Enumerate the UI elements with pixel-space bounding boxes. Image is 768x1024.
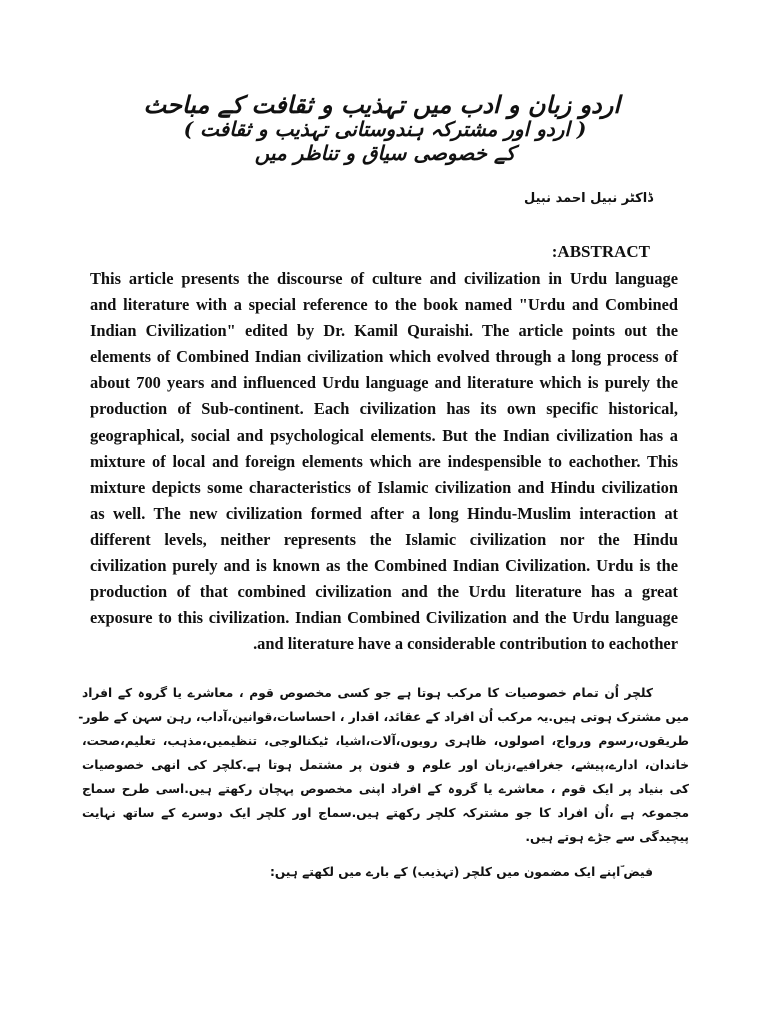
abstract-line: as well. The new civilization formed after a long Hindu-Muslim interaction at xyxy=(90,503,678,523)
abstract-heading: :ABSTRACT xyxy=(551,242,650,261)
author-name: ڈاکٹر نبیل احمد نبیل xyxy=(523,191,653,206)
abstract-line: production of that combined civilization and the Urdu literature has a great xyxy=(90,582,678,602)
abstract-line: exposure to this civilization. Indian Combined Civilization and the Urdu language xyxy=(90,608,678,628)
urdu-line: مجموعہ ہے ،اُن افراد کا جو مشترکہ کلچر رکھتے ہیں.سماج اور کلچر ایک دوسرے کے ساتھ نہایت xyxy=(82,806,689,820)
title-line-2: ( اردو اور مشترکہ ہندوستانی تہذیب و ثقافت ) xyxy=(183,117,587,141)
urdu-title xyxy=(143,90,620,165)
abstract-line: civilization purely and is known as the Combined Indian Civilization. Urdu is the xyxy=(90,556,678,576)
urdu-paragraph xyxy=(78,681,689,849)
abstract-line: production of Sub-continent. Each civilization has its own specific historical, xyxy=(90,399,678,419)
abstract-line: mixture depicts some characteristics of Islamic civilization and Hindu civilization xyxy=(90,477,678,497)
urdu-line: کلچر اُن تمام خصوصیات کا مرکب ہوتا ہے جو کسی مخصوص قوم ، معاشرے یا گروہ کے افراد xyxy=(82,686,653,700)
abstract-line: about 700 years and influenced Urdu language and literature which is purely the xyxy=(90,373,678,393)
title-line-3: کے خصوصی سیاق و تناظر میں xyxy=(254,141,516,165)
urdu-line: خاندان، ادارے،پیشے، جغرافیے،زبان اور علوم و فنون پر مشتمل ہوتا ہے.کلچر کی انھی خصوصیات xyxy=(82,758,689,772)
abstract-line: and literature with a special reference to the book named "Urdu and Combined xyxy=(90,295,678,315)
urdu-line: طریقوں،رسوم ورواج، اصولوں، ظاہری رویوں،آلات،اشیا، ٹیکنالوجی، تنظیمیں،مذہب، تعلیم،صحت، xyxy=(82,734,689,748)
abstract-line: mixture of local and foreign elements which are indespensible to eachother. This xyxy=(90,451,678,471)
urdu-line: کی بنیاد پر ایک قوم ، معاشرے یا گروہ کے افراد اپنی مخصوص پہچان رکھتے ہیں.اسی طرح سماج xyxy=(82,782,689,796)
urdu-line: میں مشترک ہوتی ہیں.یہ مرکب اُن افراد کے عقائد، اقدار ، احساسات،قوانین،آداب، رہن سہن کے طور- xyxy=(78,710,689,724)
abstract-line: Indian Civilization" edited by Dr. Kamil Quraishi. The article points out the xyxy=(90,321,678,341)
urdu-line: پیچیدگی سے جڑے ہوتے ہیں. xyxy=(525,830,689,844)
title-line-1: اردو زبان و ادب میں تہذیب و ثقافت کے مباحث xyxy=(143,90,620,119)
urdu-quote-intro: فیض ؔاپنے ایک مضمون میں کلچر (تہذیب) کے بارے میں لکھتے ہیں: xyxy=(269,865,653,879)
abstract-line: geographical, social and psychological elements. But the Indian civilization has a xyxy=(90,425,678,445)
abstract-line: different levels, neither represents the Islamic civilization nor the Hindu xyxy=(90,529,678,549)
abstract-line: This article presents the discourse of culture and civilization in Urdu language xyxy=(90,269,678,288)
abstract-body xyxy=(90,266,678,657)
abstract-line: elements of Combined Indian civilization which evolved through a long process of xyxy=(90,347,678,367)
abstract-line: .and literature have a considerable contribution to eachother xyxy=(253,634,678,654)
